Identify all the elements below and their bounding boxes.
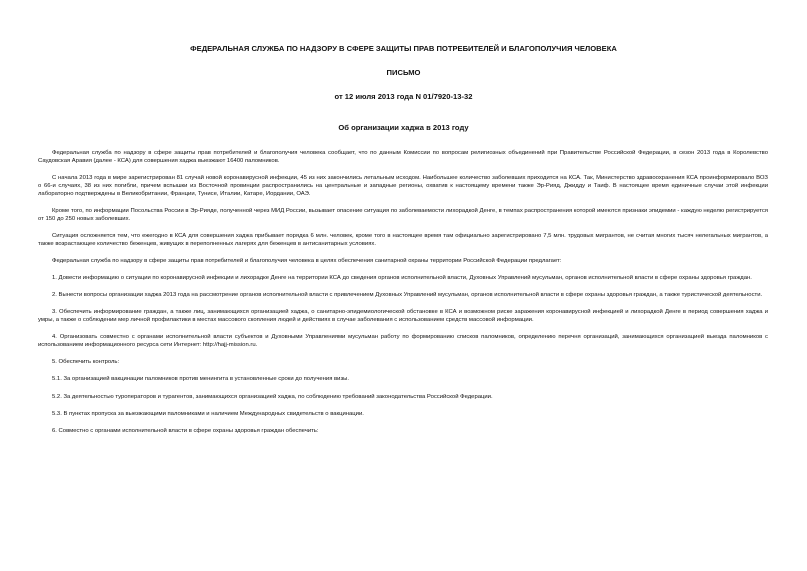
paragraph-item-5-1: 5.1. За организацией вакцинации паломников против менингита в установленные сроки до получения визы. xyxy=(52,376,350,383)
paragraph-item-5-2: 5.2. За деятельностью туроператоров и турагентов, занимающихся организацией хаджа, по соблюдению требований законодательства Российской Федерации. xyxy=(52,393,493,400)
paragraph-item-4: 4. Организовать совместно с органами исполнительной власти субъектов и Духовными Управлениями мусульман работу по формированию списков паломников, определению перечня организаций, занимающихся организацией выезда паломников с использованием информационного ресурса сети Интернет: http://hajj-mission.ru. xyxy=(38,334,768,349)
document-subject: Об организации хаджа в 2013 году xyxy=(338,123,469,132)
paragraph-coronavirus: С начала 2013 года в мире зарегистрирован 81 случай новой коронавирусной инфекции, 45 из них закончились летальным исходом. Наибольшее количество заболевших приходится на КСА. Так, Министерство здравоохранения КСА проинформировало ВОЗ о 66-и случаях, 38 из них погибли, причем вспышки из Восточной провинции распространились на центральные и западные регионы, охватив к настоящему времени также Эр-Рияд, Джидду и Таиф. В настоящее время единичные случаи этой инфекции лабораторно подтверждены в Великобритании, Франции, Тунисе, Италии, Катаре, Иордании, ОАЭ. xyxy=(38,174,768,197)
paragraph-proposal: Федеральная служба по надзору в сфере защиты прав потребителей и благополучия человека в целях обеспечения санитарной охраны территории Российской Федерации предлагает: xyxy=(52,257,562,264)
document-date-number: от 12 июля 2013 года N 01/7920-13-32 xyxy=(334,92,473,101)
issuing-organization: ФЕДЕРАЛЬНАЯ СЛУЖБА ПО НАДЗОРУ В СФЕРЕ ЗАЩИТЫ ПРАВ ПОТРЕБИТЕЛЕЙ И БЛАГОПОЛУЧИЯ ЧЕЛОВЕКА xyxy=(190,44,617,53)
paragraph-item-6: 6. Совместно с органами исполнительной власти в сфере охраны здоровья граждан обеспечить: xyxy=(52,428,319,435)
paragraph-item-5-3: 5.3. В пунктах пропуска за выезжающими паломниками и наличием Международных свидетельств о вакцинации. xyxy=(52,410,364,417)
paragraph-item-5: 5. Обеспечить контроль: xyxy=(52,359,120,366)
document-type: ПИСЬМО xyxy=(386,68,421,77)
paragraph-item-3: 3. Обеспечить информирование граждан, а также лиц, занимающихся организацией хаджа, о санитарно-эпидемиологической обстановке в КСА и возможном риске заражения коронавирусной инфекцией и лихорадкой Денге в период совершения хаджа и умры, а также о соблюдении мер личной профилактики в местах массового скопления людей и действиях в случае заболевания с использованием средств массовой информации. xyxy=(38,309,768,324)
paragraph-item-2: 2. Вынести вопросы организации хаджа 2013 года на рассмотрение органов исполнительной власти с привлечением Духовных Управлений мусульман, органов исполнительной власти в сфере охраны здоровья граждан, а также туристической деятельности. xyxy=(52,292,763,299)
paragraph-item-1: 1. Довести информацию о ситуации по коронавирусной инфекции и лихорадке Денге на территории КСА до сведения органов исполнительной власти, Духовных Управлений мусульман, органов исполнительной власти в сфере охраны здоровья граждан. xyxy=(52,274,752,281)
paragraph-dengue: Кроме того, по информации Посольства России в Эр-Рияде, полученной через МИД России, вызывает опасение ситуация по заболеваемости лихорадкой Денге, в темпах распространения которой имеются признаки эпидемии - каждую неделю регистрируется от 150 до 250 новых заболевших. xyxy=(38,207,768,222)
paragraph-situation: Ситуация осложняется тем, что ежегодно в КСА для совершения хаджа прибывает порядка 6 млн. человек, кроме того в настоящее время там официально зарегистрировано 7,5 млн. трудовых мигрантов, не считая многих тысяч нелегальных мигрантов, а также возрастающее количество беженцев, живущих в переполненных лагерях для беженцев в антисанитарных условиях. xyxy=(38,232,768,247)
paragraph-intro: Федеральная служба по надзору в сфере защиты прав потребителей и благополучия человека сообщает, что по данным Комиссии по вопросам религиозных объединений при Правительстве Российской Федерации, в сезон 2013 года в Королевство Саудовская Аравия (далее - КСА) для совершения хаджа выезжают 16400 паломников. xyxy=(38,150,768,164)
document-body xyxy=(38,150,768,445)
